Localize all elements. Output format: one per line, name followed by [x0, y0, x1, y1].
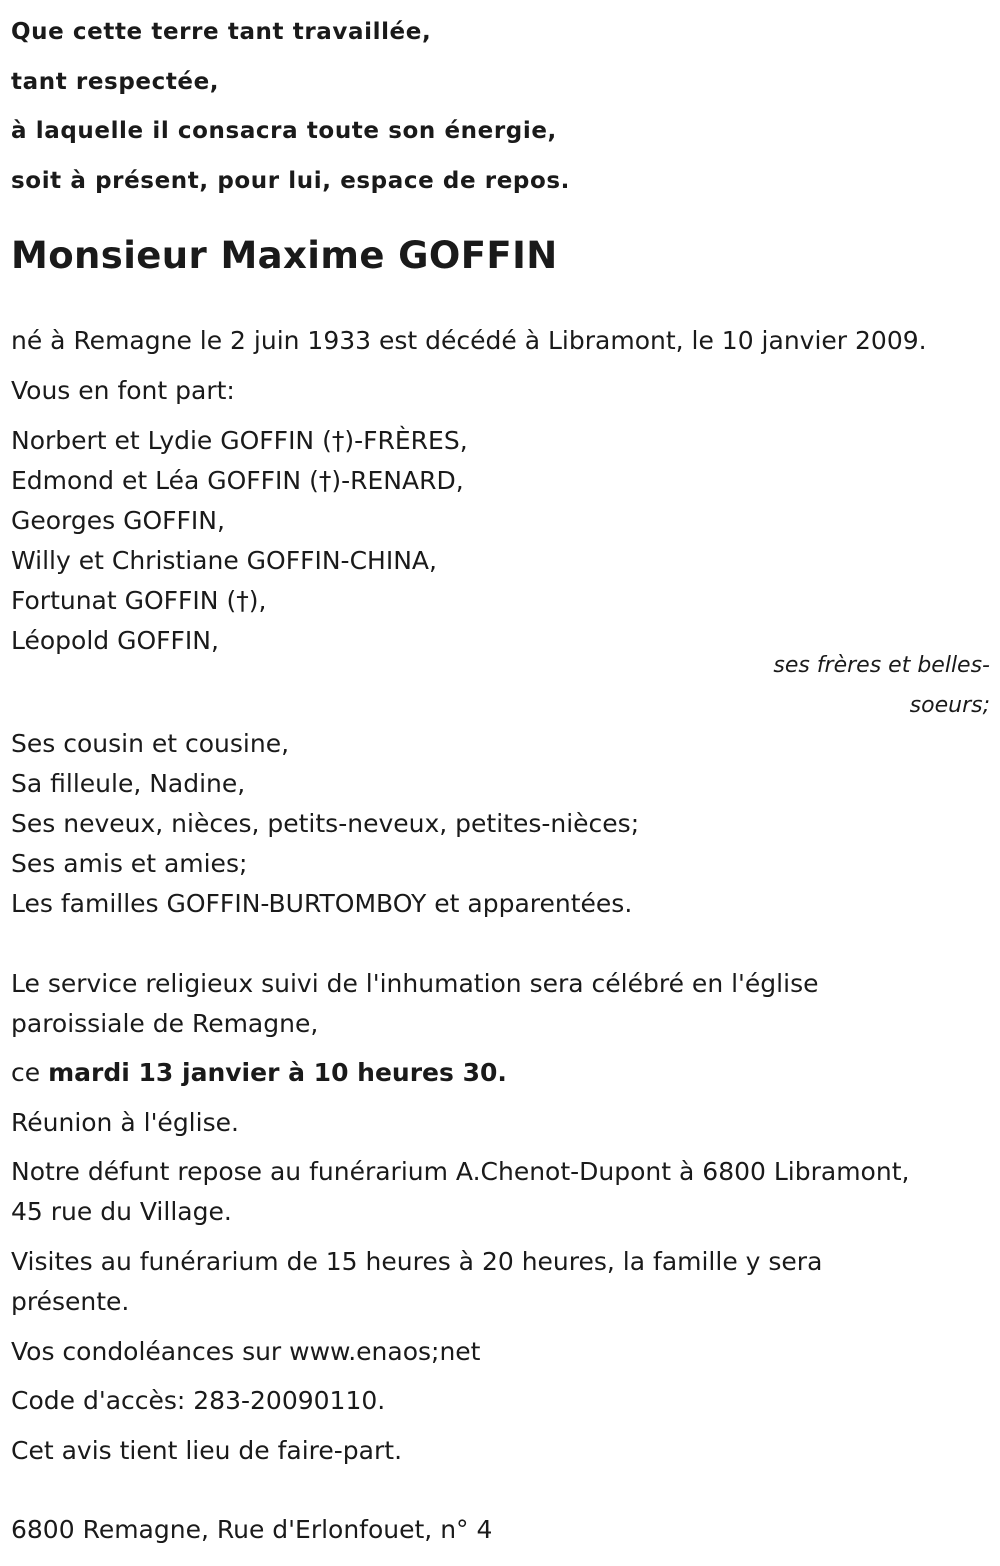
relative-item: Sa filleule, Nadine, [11, 769, 246, 798]
relation-line: ses frères et belles- [773, 653, 990, 678]
visits-line: présente. [11, 1287, 130, 1316]
service-text [11, 964, 818, 1044]
relative-item: Ses cousin et cousine, [11, 729, 290, 758]
relatives-list [11, 724, 639, 924]
sibling-item: Georges GOFFIN, [11, 506, 225, 535]
access-code-text: Code d'accès: 283-20090110. [11, 1386, 386, 1415]
relative-item: Les familles GOFFIN-BURTOMBOY et apparentées. [11, 889, 633, 918]
birth-death-text: né à Remagne le 2 juin 1933 est décédé à Libramont, le 10 janvier 2009. [11, 326, 927, 355]
deceased-name-title: Monsieur Maxime GOFFIN [11, 234, 558, 277]
visits-text [11, 1242, 822, 1322]
sibling-item: Edmond et Léa GOFFIN (†)-RENARD, [11, 466, 464, 495]
poem [11, 8, 570, 206]
relative-item: Ses neveux, nièces, petits-neveux, petites-nièces; [11, 809, 640, 838]
poem-line: à laquelle il consacra toute son énergie, [11, 118, 557, 144]
date-prefix: ce [11, 1058, 41, 1087]
sibling-item: Willy et Christiane GOFFIN-CHINA, [11, 546, 437, 575]
service-date [11, 1053, 507, 1093]
funeral-home-text [11, 1152, 909, 1232]
notice-text: Cet avis tient lieu de faire-part. [11, 1436, 403, 1465]
poem-line: tant respectée, [11, 68, 220, 95]
announce-text: Vous en font part: [11, 376, 235, 405]
visits-line: Visites au funérarium de 15 heures à 20 heures, la famille y sera [11, 1247, 823, 1276]
date-bold: mardi 13 janvier à 10 heures 30. [48, 1058, 507, 1087]
sibling-item: Léopold GOFFIN, [11, 626, 219, 655]
service-line: Le service religieux suivi de l'inhumation sera célébré en l'église [11, 969, 819, 998]
poem-line: soit à présent, pour lui, espace de repos. [11, 167, 571, 194]
siblings-relation [773, 646, 990, 726]
service-line: paroissiale de Remagne, [11, 1009, 319, 1038]
relation-line: soeurs; [909, 693, 990, 718]
siblings-list [11, 421, 468, 661]
sibling-item: Fortunat GOFFIN (†), [11, 586, 267, 615]
address-text: 6800 Remagne, Rue d'Erlonfouet, n° 4 [11, 1515, 493, 1544]
funeral-home-line: Notre défunt repose au funérarium A.Chenot-Dupont à 6800 Libramont, [11, 1157, 910, 1186]
sibling-item: Norbert et Lydie GOFFIN (†)-FRÈRES, [11, 426, 468, 455]
condolences-text: Vos condoléances sur www.enaos;net [11, 1337, 481, 1366]
meeting-text: Réunion à l'église. [11, 1108, 239, 1137]
poem-line: Que cette terre tant travaillée, [11, 19, 432, 45]
funeral-home-line: 45 rue du Village. [11, 1197, 232, 1226]
relative-item: Ses amis et amies; [11, 849, 248, 878]
